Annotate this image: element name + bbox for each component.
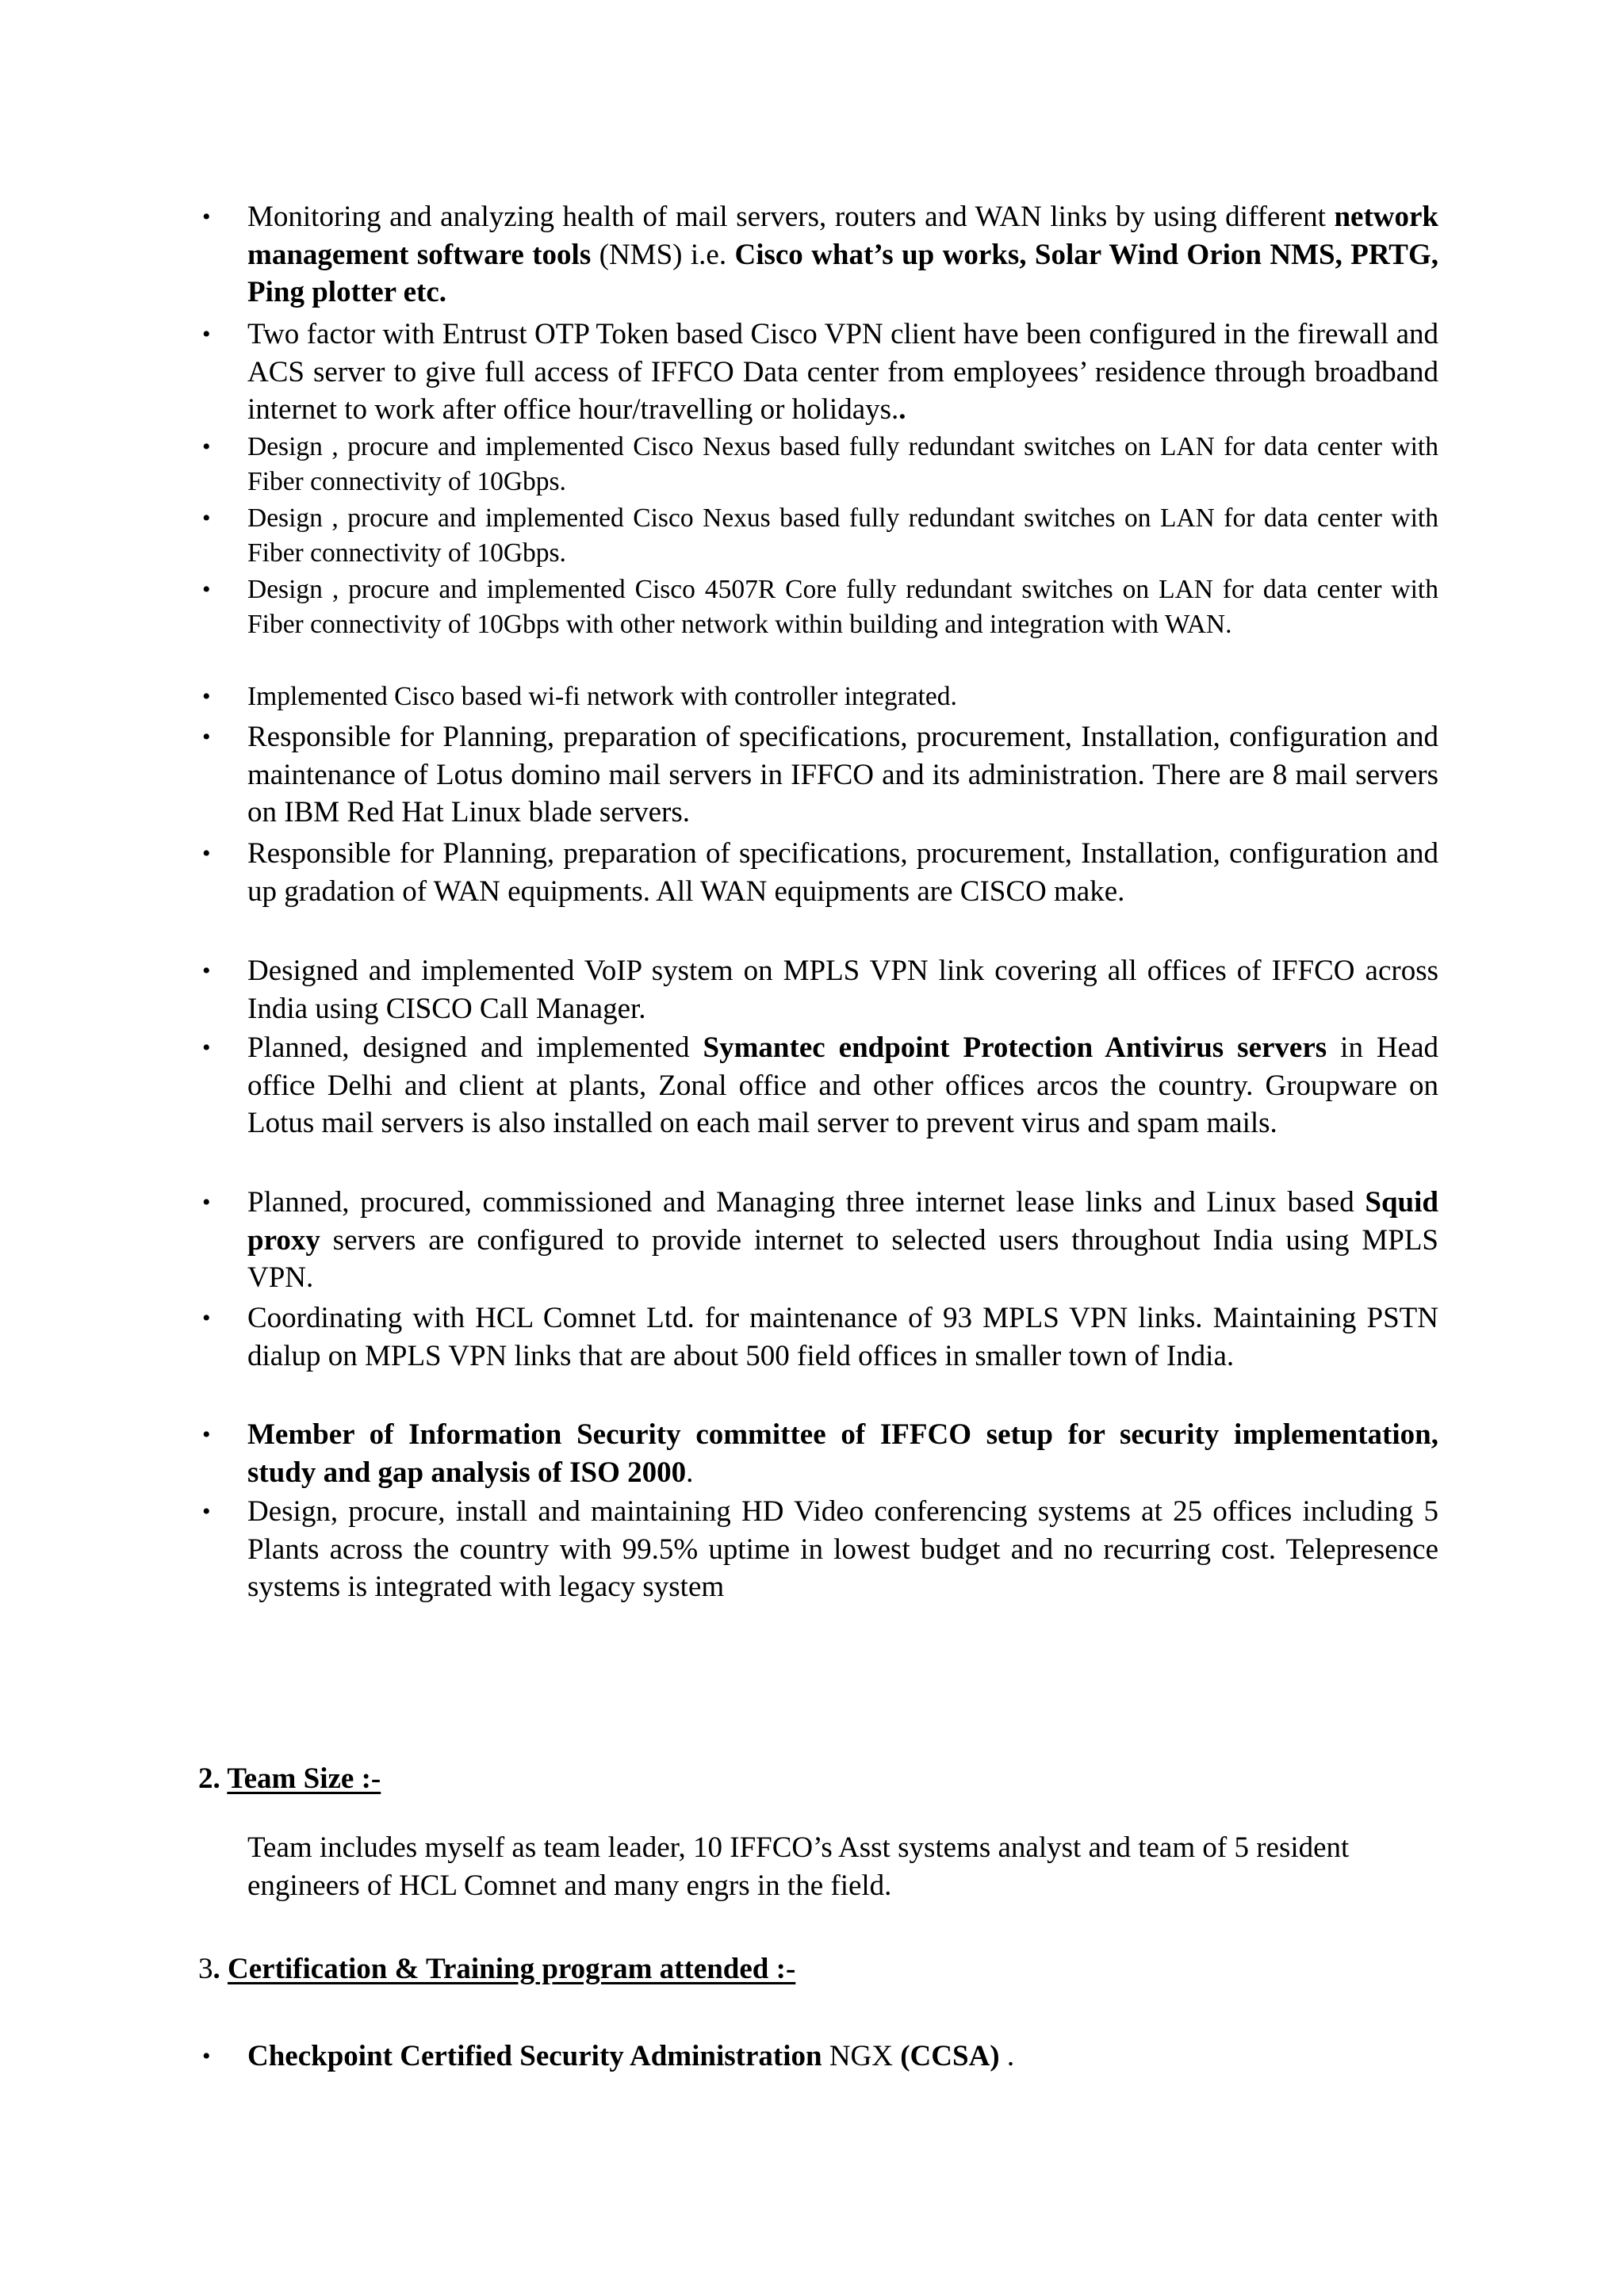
list-item [202,718,1438,832]
list-item [202,501,1438,571]
bullet-icon: • [202,1035,211,1061]
bullet-icon: • [202,683,211,710]
list-item-text: Two factor with Entrust OTP Token based Cisco VPN client have been configured in the firewall and ACS server to give full access of IFFCO Data center from employees’ residence through broadband internet to work after office hour/travelling or holidays. [247,318,1438,426]
list-item-text: Responsible for Planning, preparation of specifications, procurement, Installation, configuration and up gradation of WAN equipments. All WAN equipments are CISCO make. [247,837,1438,908]
list-item-text: NGX [822,2040,901,2072]
bullet-icon: • [202,2043,211,2069]
bullet-icon: • [202,434,211,460]
list-item-text: . [999,2040,1015,2072]
list-item [202,2038,1438,2076]
bullet-icon: • [202,1422,211,1448]
team-size-number: 2. [198,1762,228,1795]
list-item-text: Designed and implemented VoIP system on MPLS VPN link covering all offices of IFFCO across India using CISCO Call Manager. [247,955,1438,1025]
list-item-text: (NMS) i.e. [591,238,735,271]
list-item-text: Squid proxy [247,1186,1438,1257]
list-item-text: . [898,393,906,426]
list-item-text: Symantec endpoint Protection Antivirus servers [703,1031,1327,1064]
list-item-text: Implemented Cisco based wi-fi network with controller integrated. [247,682,957,711]
bullet-icon: • [202,204,211,230]
team-size-title: Team Size :- [227,1762,381,1795]
bullet-icon: • [202,576,211,603]
list-item [202,572,1438,642]
bullet-icon: • [202,321,211,347]
certification-punct: . [213,1953,228,1985]
team-size-description: Team includes myself as team leader, 10 IFFCO’s Asst systems analyst and team of 5 resident engineers of HCL Comnet and many engrs in the field. [247,1831,1350,1902]
list-item [202,198,1439,312]
list-item [202,1299,1438,1375]
certification-title: Certification & Training program attended :- [228,1953,796,1985]
list-item-text: Cisco what’s up works, Solar Wind Orion NMS, PRTG, Ping plotter etc. [247,238,1439,308]
bullet-icon: • [202,505,211,531]
list-item [202,952,1438,1027]
bullet-icon: • [202,840,211,867]
list-item [202,1493,1438,1606]
bullet-icon: • [202,724,211,750]
certification-heading [198,1950,795,1988]
list-item-text: (CCSA) [900,2040,1000,2072]
list-item [202,1029,1438,1142]
list-item-text: Coordinating with HCL Comnet Ltd. for maintenance of 93 MPLS VPN links. Maintaining PSTN dialup on MPLS VPN links that are about 500 field offices in smaller town of India. [247,1302,1438,1372]
list-item-text: Monitoring and analyzing health of mail servers, routers and WAN links by using different [247,201,1335,233]
list-item [202,316,1438,429]
list-item [202,430,1438,499]
certification-number: 3 [198,1953,213,1985]
list-item [202,679,1438,714]
list-item [202,1416,1438,1491]
list-item-text: Responsible for Planning, preparation of specifications, procurement, Installation, configuration and maintenance of Lotus domino mail servers in IFFCO and its administration. There are 8 mail servers on IBM Red Hat Linux blade servers. [247,721,1438,828]
list-item [202,835,1438,910]
list-item-text: network management software tools [247,201,1438,271]
list-item-text: Member of Information Security committee of IFFCO setup for security implementation, study and gap analysis of ISO 2000 [247,1418,1438,1489]
list-item-text: Design, procure, install and maintaining HD Video conferencing systems at 25 offices including 5 Plants across the country with 99.5% uptime in lowest budget and no recurring cost. Telepresence systems is integrated with legacy system [247,1495,1438,1603]
list-item [202,1184,1438,1297]
bullet-icon: • [202,1305,211,1331]
list-item-text: . [686,1456,694,1489]
bullet-icon: • [202,958,211,984]
list-item-text: Checkpoint Certified Security Administration [247,2040,822,2072]
team-size-heading [198,1760,381,1797]
list-item-text: Planned, procured, commissioned and Managing three internet lease links and Linux based [247,1186,1365,1219]
list-item-text: servers are configured to provide internet to selected users throughout India using MPLS VPN. [247,1223,1438,1294]
list-item-text: Design , procure and implemented Cisco Nexus based fully redundant switches on LAN for data center with Fiber connectivity of 10Gbps. [247,503,1438,568]
bullet-icon: • [202,1189,211,1215]
list-item-text: in Head office Delhi and client at plants, Zonal office and other offices arcos the country. Groupware on Lotus mail servers is also installed on each mail server to prevent virus and spam mails. [247,1031,1438,1139]
list-item-text: Design , procure and implemented Cisco 4507R Core fully redundant switches on LAN for data center with Fiber connectivity of 10Gbps with other network within building and integration with WAN. [247,575,1438,639]
list-item-text: Planned, designed and implemented [247,1031,703,1064]
bullet-icon: • [202,1498,211,1525]
list-item-text: Design , procure and implemented Cisco Nexus based fully redundant switches on LAN for data center with Fiber connectivity of 10Gbps. [247,432,1438,496]
